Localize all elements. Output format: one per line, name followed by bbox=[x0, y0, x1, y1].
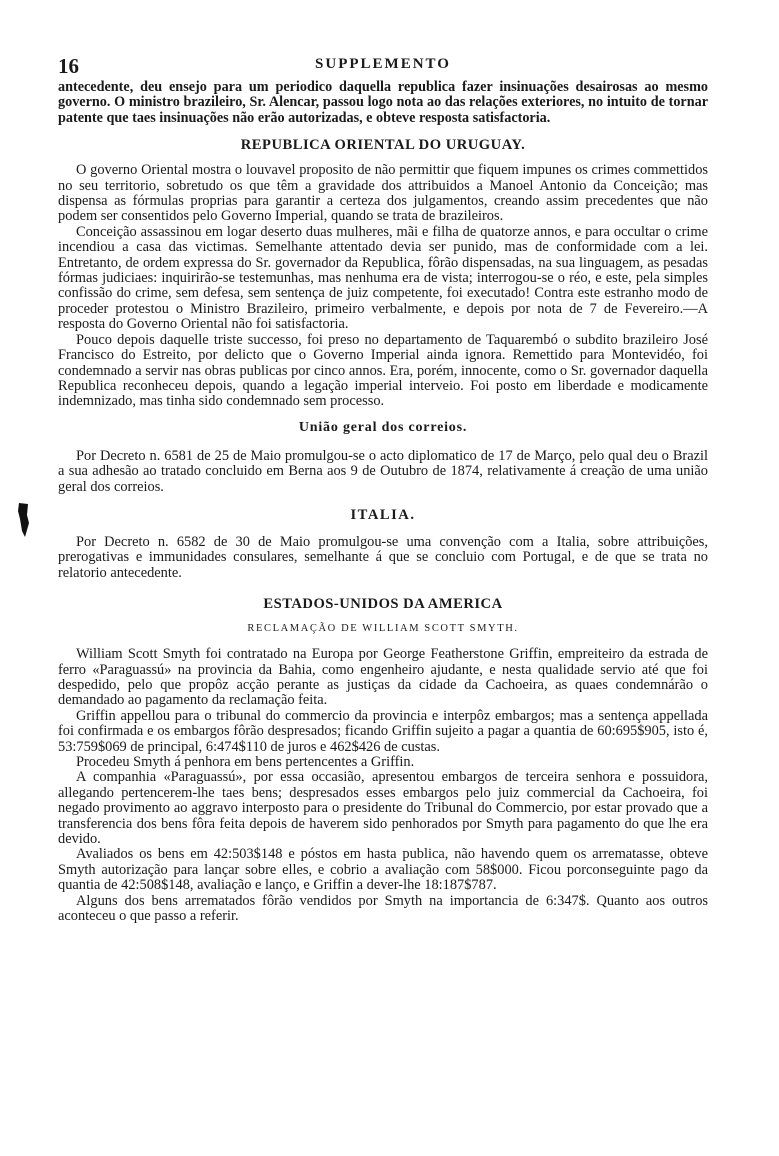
page-header bbox=[58, 50, 708, 80]
eua-paragraph-4: A companhia «Paraguassú», por essa occasião, apresentou embargos de terceira senhora e possuidora, allegando pertencerem-lhe taes bens; despresados esses embargos pelo juiz commercial da Cachoeira, foi negado provimento ao aggravo interposto para o presidente do Tribunal do Commercio, por estar provado que a transferencia dos bens fôra feita depois de haverem sido penhorados por Smyth para pagamento do que lhe era devido. bbox=[58, 769, 708, 848]
correios-paragraph-1: Por Decreto n. 6581 de 25 de Maio promulgou-se o acto diplomatico de 17 de Março, pelo qual deu o Brazil a sua adhesão ao tratado concluido em Berna aos 9 de Outubro de 1874, relativamente á creação de uma união geral dos correios. bbox=[58, 447, 708, 495]
running-head: SUPPLEMENTO bbox=[315, 56, 451, 72]
section-subtitle-reclamacao: RECLAMAÇÃO DE WILLIAM SCOTT SMYTH. bbox=[247, 623, 519, 635]
eua-paragraph-1: William Scott Smyth foi contratado na Europa por George Featherstone Griffin, empreiteiro da estrada de ferro «Paraguassú» na provincia da Bahia, como engenheiro ajudante, e nesta qualidade servio até que foi despedido, pelo que propôz acção perante as justiças da cidade da Cachoeira, as quaes condemnárão o demandado ao pagamento da reclamação feita. bbox=[58, 646, 708, 709]
eua-paragraph-3: Procedeu Smyth á penhora em bens pertencentes a Griffin. bbox=[76, 754, 415, 770]
section-title-uruguay: REPUBLICA ORIENTAL DO URUGUAY. bbox=[240, 137, 526, 154]
uruguay-paragraph-1: O governo Oriental mostra o louvavel proposito de não permittir que fiquem impunes os crimes commettidos no seu territorio, sobretudo os que têm a gravidade dos attribuidos a Manoel Antonio da Conceição; mas dispensa as fórmulas proprias para garantir a certeza dos julgamentos, creando assim precedentes que não podem ser consentidos pelo Governo Imperial, quando se trata de brazileiros. bbox=[58, 162, 708, 225]
section-title-estados-unidos: ESTADOS-UNIDOS DA AMERICA bbox=[263, 596, 503, 613]
uruguay-paragraph-3: Pouco depois daquelle triste successo, foi preso no departamento de Taquarembó o subdito brazileiro José Francisco do Estreito, por delicto que o Governo Imperial ainda ignora. Remettido para Montevidéo, foi condemnado a servir nas obras publicas por cinco annos. Era, porém, innocente, como o Sr. governador daquella Republica reconheceu depois, quando a legação imperial interveio. Foi posto em liberdade e modicamente indemnizado, mas tinha sido condemnado sem processo. bbox=[58, 331, 708, 410]
section-title-correios: União geral dos correios. bbox=[298, 419, 468, 435]
page-number: 16 bbox=[58, 54, 79, 78]
eua-paragraph-6: Alguns dos bens arrematados fôrão vendidos por Smyth na importancia de 6:347$. Quanto aos outros aconteceu o que passo a referir. bbox=[58, 892, 708, 925]
eua-paragraph-2: Griffin appellou para o tribunal do commercio da provincia e interpôz embargos; mas a sentença appellada foi confirmada e os embargos fôrão despresados; ficando Griffin sujeito a pagar a quantia de 60:695$905, isto é, 53:759$069 de principal, 6:474$110 de juros e 462$426 de custas. bbox=[58, 707, 708, 755]
opening-paragraph: antecedente, deu ensejo para um periodico daquella republica fazer insinuações desairosas ao mesmo governo. O ministro brazileiro, Sr. Alencar, passou logo nota ao das relações exteriores, no intuito de tornar patente que taes insinuações não erão autorizadas, e obteve resposta satisfactoria. bbox=[58, 79, 708, 126]
uruguay-paragraph-2: Conceição assassinou em logar deserto duas mulheres, mãi e filha de quatorze annos, e para occultar o crime incendiou a casa das victimas. Semelhante attentado devia ser punido, mas de conformidade com a lei. Entretanto, de ordem expressa do Sr. governador da Republica, fôrão dispensadas, na sua linguagem, as pesadas fórmas judiciaes: inquirirão-se testemunhas, mas nenhuma era de vista; interrogou-se o réo, e este, pela simples confissão do crime, sem defesa, sem sentença de juiz competente, foi executado! Contra este estranho modo de proceder protestou o Ministro Brazileiro, primeiro verbalmente, e depois por nota de 7 de Fevereiro.—A resposta do Governo Oriental não foi satisfactoria. bbox=[58, 223, 708, 333]
eua-paragraph-5: Avaliados os bens em 42:503$148 e póstos em hasta publica, não havendo quem os arrematasse, obteve Smyth autorização para lançar sobre elles, e cobrio a avaliação com 58$000. Ficou porconseguinte pago da quantia de 42:508$148, avaliação e lanço, e Griffin a dever-lhe 18:187$787. bbox=[58, 846, 708, 894]
document-page bbox=[58, 50, 708, 924]
italia-paragraph-1: Por Decreto n. 6582 de 30 de Maio promulgou-se uma convenção com a Italia, sobre attribuições, prerogativas e immunidades consulares, semelhante á que se concluio com Portugal, e de que se trata no relatorio antecedente. bbox=[58, 533, 708, 581]
page-edge-ink-mark bbox=[18, 503, 29, 537]
section-title-italia: ITALIA. bbox=[350, 506, 416, 523]
